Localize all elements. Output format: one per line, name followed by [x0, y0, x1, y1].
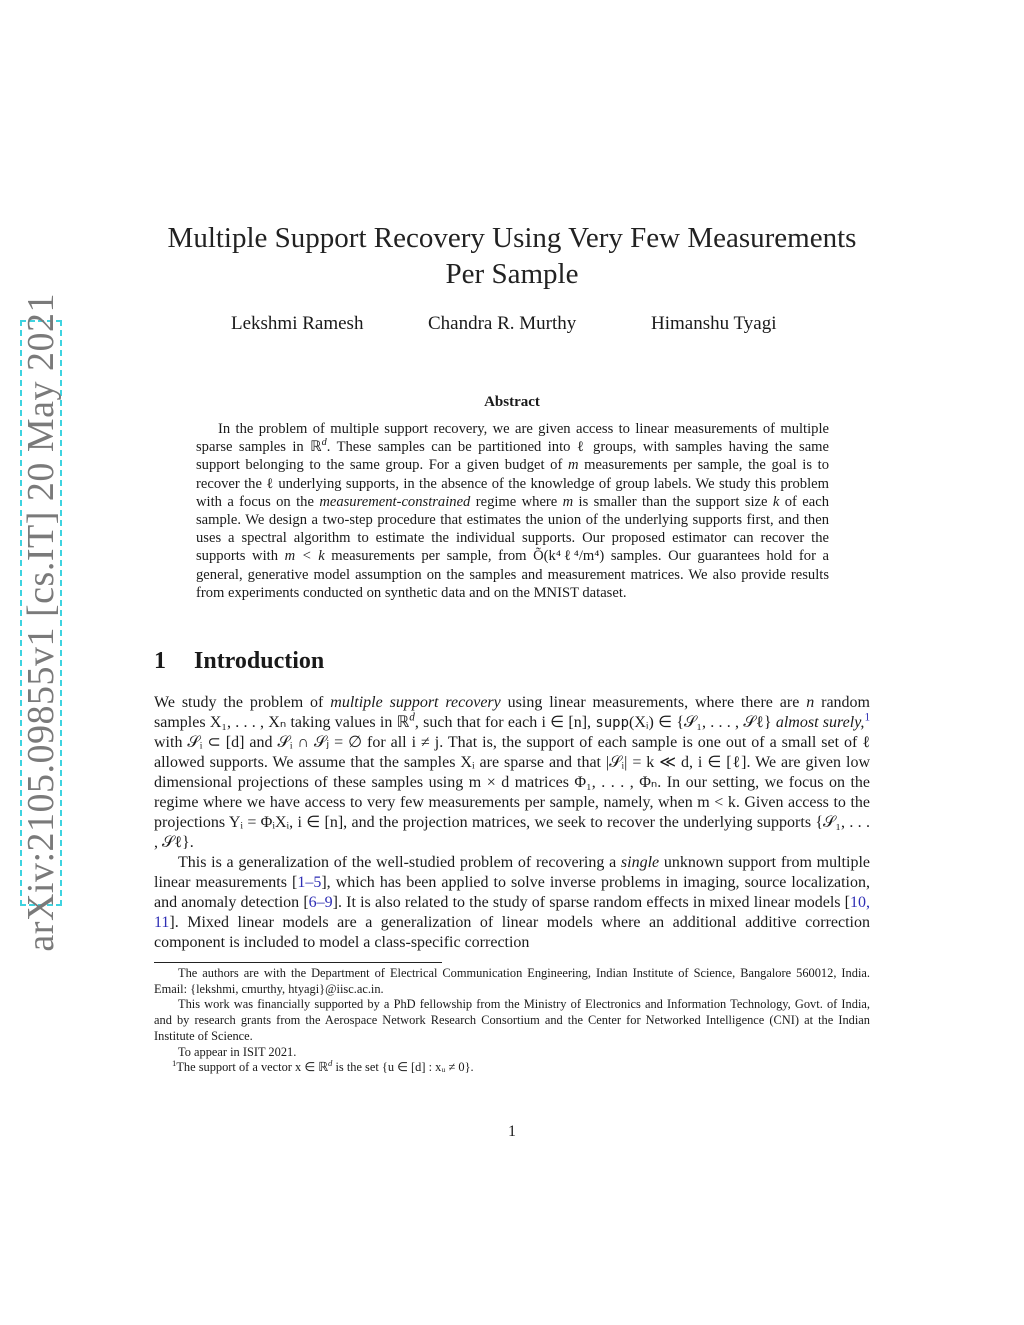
body-text: ]. Mixed linear models are a generalization of linear models where an additional additive correction component is included to model a class-specific correction — [154, 914, 870, 951]
citation-link[interactable]: 1–5 — [297, 874, 322, 891]
footnote-text: is the set {u ∈ [d] : xᵤ ≠ 0}. — [332, 1060, 474, 1075]
math-m: m — [567, 457, 579, 474]
footnote-text: The support of a vector x ∈ ℝ — [176, 1060, 329, 1075]
math-n: n — [806, 694, 815, 711]
author-3: Himanshu Tyagi — [651, 313, 777, 334]
citation-link[interactable]: 10, 11 — [154, 894, 871, 931]
intro-paragraph-1 — [154, 693, 870, 853]
abstract-paragraph — [196, 420, 829, 602]
section-number: 1 — [154, 648, 166, 674]
abstract-text: measurements per sample, the goal is to recover the ℓ underlying supports, in the absence of the knowledge of group labels. We study this problem with a focus on the — [196, 457, 829, 510]
math-m-less-k: m < k — [284, 548, 325, 565]
footnote-affiliation: The authors are with the Department of Electrical Communication Engineering, Indian Institute of Science, Bangalore 560012, India. Email: {lekshmi, cmurthy, htyagi}@iisc.ac.in. — [154, 966, 870, 996]
body-text: with 𝒮ᵢ ⊂ [d] and 𝒮ᵢ ∩ 𝒮ⱼ = ∅ for all i ≠ j. That is, the support of each sample is one out of a small set of ℓ allowed supports. We assume that the samples Xᵢ are sparse and that |𝒮ᵢ| = k ≪ d, i ∈ [ℓ]. We are given low dimensional projections of these samples using m × d matrices Φ₁, . . . , Φₙ. In our setting, we focus on the regime where we have access to very few measurements per sample, namely, when m < k. Given access to the projections Yᵢ = ΦᵢXᵢ, i ∈ [n], and the projection matrices, we seek to recover the underlying supports {𝒮₁, . . . , 𝒮ℓ}. — [154, 734, 870, 851]
body-emphasis: single — [620, 854, 660, 871]
intro-body — [154, 693, 870, 953]
math-d: d — [409, 711, 415, 724]
title-line-1: Multiple Support Recovery Using Very Few Measurements — [167, 222, 857, 254]
abstract-emphasis: measurement-constrained — [319, 493, 471, 510]
body-text: This is a generalization of the well-studied problem of recovering a — [178, 854, 621, 871]
body-text: unknown support from multiple linear measurements [ — [154, 854, 870, 891]
abstract-text: of each sample. We design a two-step procedure that estimates the union of the underlying supports first, and then uses a spectral algorithm to estimate the individual supports. Our proposed estimator can recover the supports with — [196, 493, 829, 565]
section-heading — [154, 648, 324, 675]
section-title: Introduction — [194, 648, 325, 674]
math-d: d — [321, 437, 327, 449]
footnote-funding: This work was financially supported by a PhD fellowship from the Ministry of Electronics and Information Technology, Govt. of India, and by research grants from the Aerospace Network Research Consortium and the Center for Networked Intelligence (CNI) at the Indian Institute of Science. — [154, 997, 870, 1043]
body-text: , such that for each i ∈ [n], — [414, 714, 596, 731]
abstract-text: regime where — [470, 493, 563, 510]
abstract-body — [196, 420, 829, 602]
footnote-rule — [154, 962, 442, 963]
author-2: Chandra R. Murthy — [428, 313, 577, 334]
body-text: We study the problem of — [154, 694, 331, 711]
body-text: ]. It is also related to the study of sparse random effects in mixed linear models [ — [332, 894, 851, 911]
body-text: using linear measurements, where there are — [500, 694, 807, 711]
math-d: d — [328, 1058, 333, 1069]
paper-title — [150, 220, 874, 292]
footnotes — [154, 966, 870, 1076]
math-m: m — [562, 493, 574, 510]
abstract-text: In the problem of multiple support recovery, we are given access to linear measurements of multiple sparse samples in ℝ — [196, 421, 829, 456]
footnote-1 — [154, 1060, 870, 1076]
arxiv-identifier: arXiv:2105.09855v1 [cs.IT] 20 May 2021 — [20, 293, 62, 952]
citation-link[interactable]: 6–9 — [308, 894, 333, 911]
abstract-text: measurements per sample, from Õ(k⁴ℓ⁴/m⁴) samples. Our guarantees hold for a general, generative model assumption on the samples and measurement matrices. We also provide results from experiments conducted on synthetic data and on the MNIST dataset. — [196, 548, 830, 601]
footnote-link[interactable]: 1 — [864, 711, 871, 724]
body-emphasis: multiple support recovery — [330, 694, 501, 711]
page-number: 1 — [508, 1123, 516, 1140]
body-emphasis: almost surely, — [775, 714, 865, 731]
supp-operator: supp — [595, 715, 630, 731]
author-list — [0, 313, 1024, 339]
body-text: random samples X₁, . . . , Xₙ taking values in ℝ — [154, 694, 871, 731]
abstract-text: . These samples can be partitioned into ℓ groups, with samples having the same support belonging to the same group. For a given budget of — [196, 439, 829, 474]
author-1: Lekshmi Ramesh — [231, 313, 364, 334]
footnote-mark: 1 — [172, 1058, 177, 1069]
intro-paragraph-2 — [154, 853, 870, 953]
abstract-heading: Abstract — [484, 394, 540, 410]
body-text: (Xᵢ) ∈ {𝒮₁, . . . , 𝒮ℓ} — [629, 714, 776, 731]
body-text: ], which has been applied to solve inverse problems in imaging, source localization, and anomaly detection [ — [154, 874, 871, 911]
footnote-venue: To appear in ISIT 2021. — [178, 1044, 297, 1059]
abstract-text: is smaller than the support size — [573, 493, 773, 510]
title-line-2: Per Sample — [445, 258, 579, 290]
math-k: k — [772, 493, 780, 510]
